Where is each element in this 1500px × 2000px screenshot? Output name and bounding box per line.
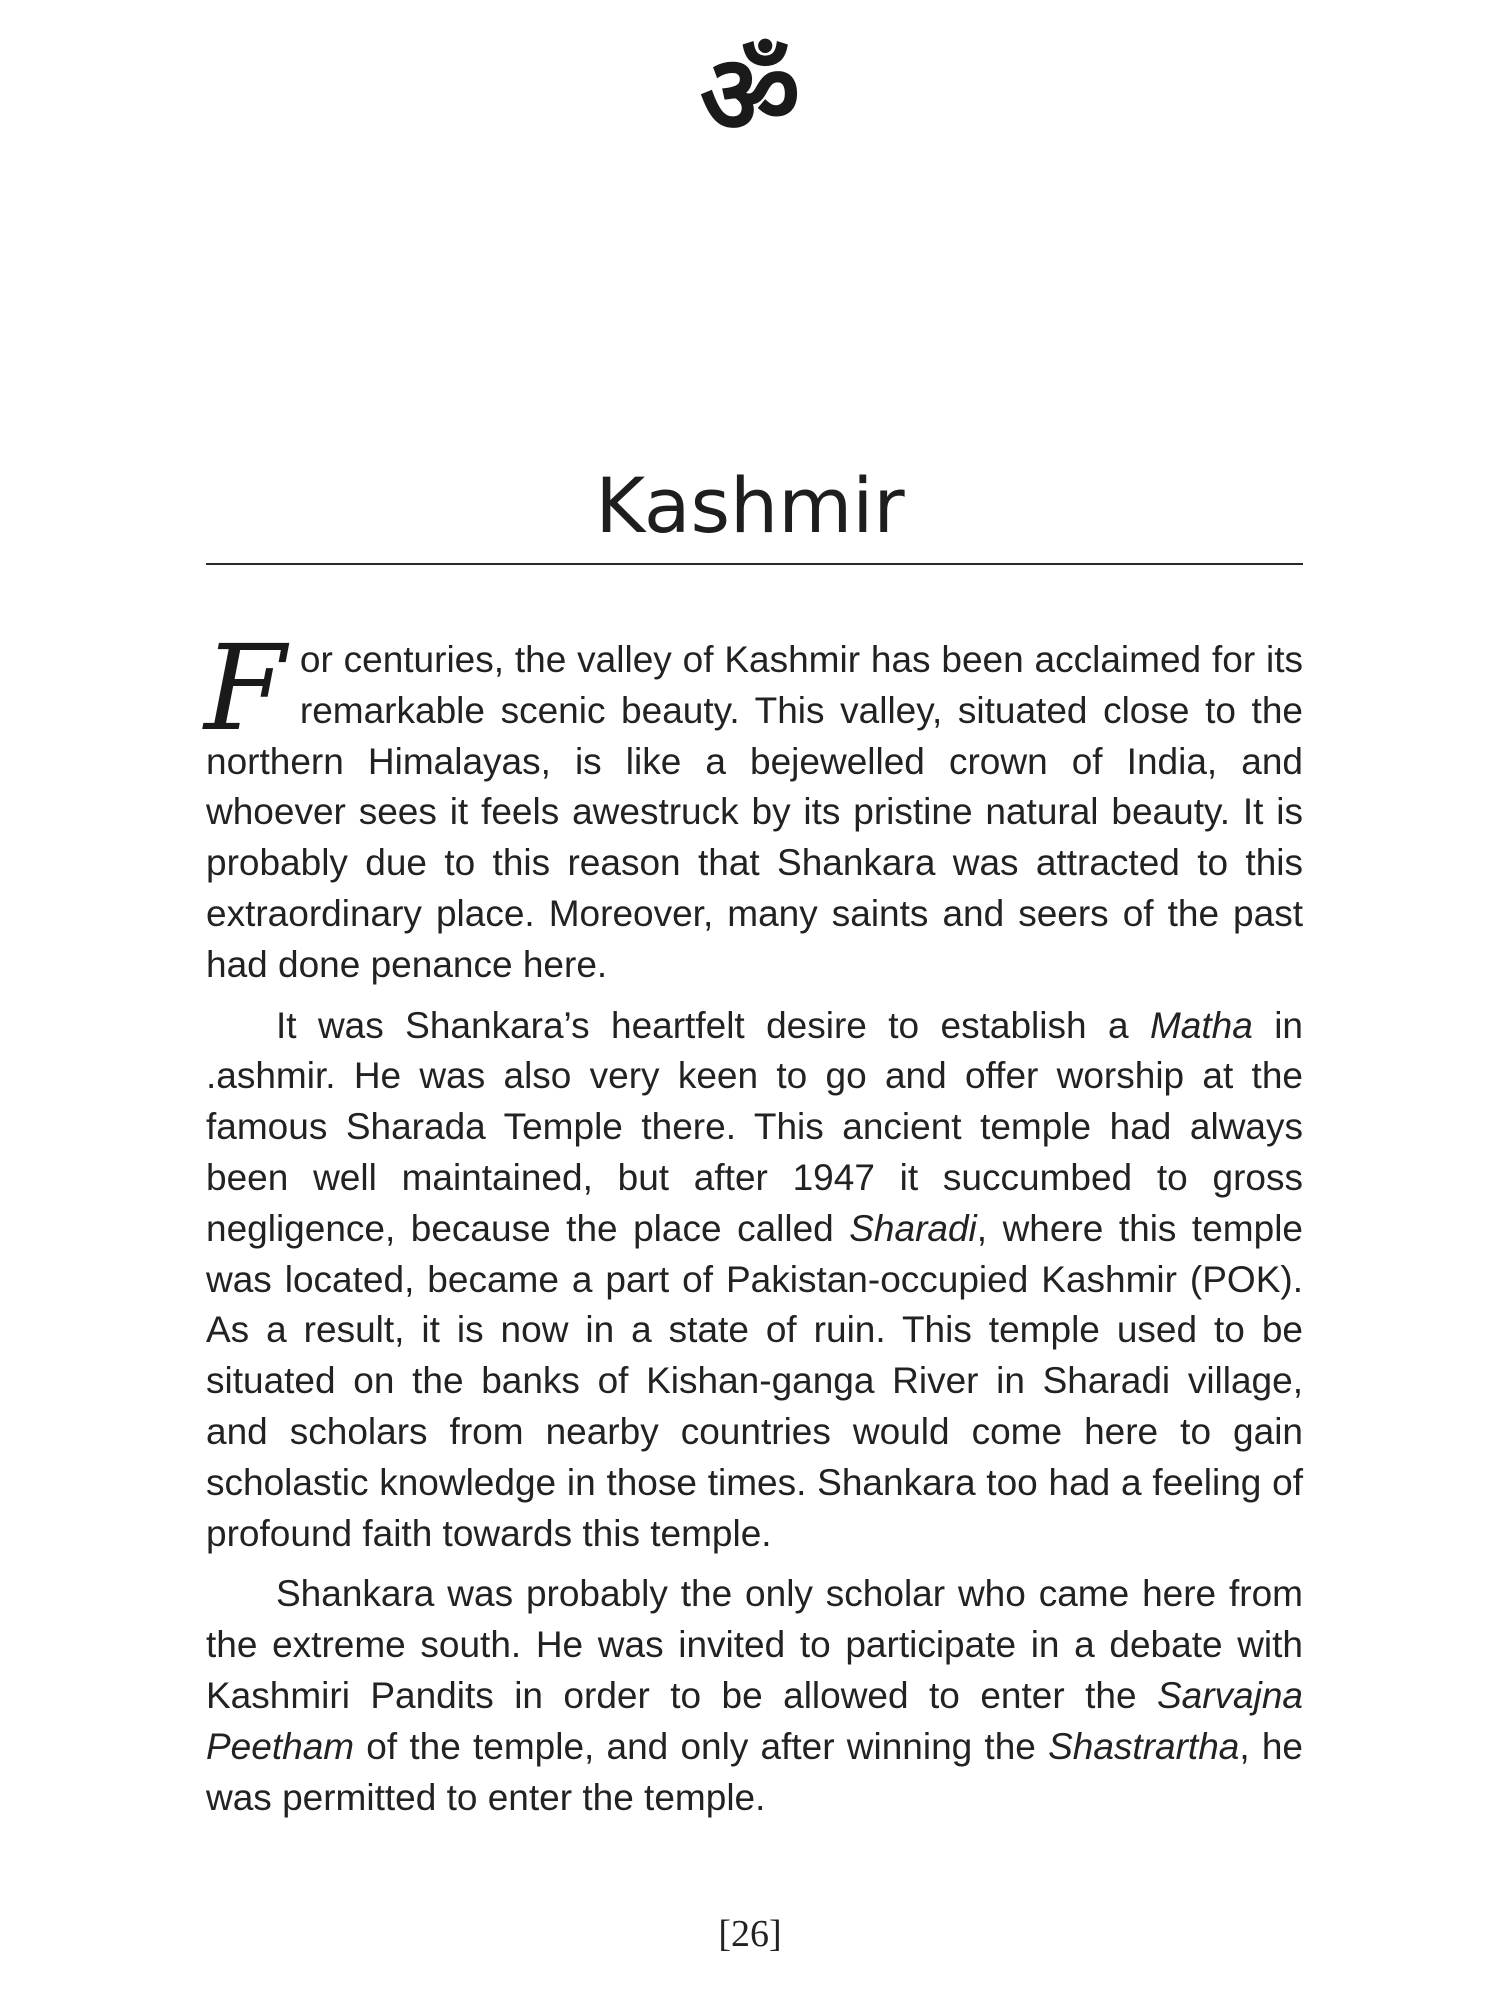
paragraph-1-text: or centuries, the valley of Kashmir has been acclaimed for its remarkable scenic beauty. This valley, situated close to the northern Himalayas, is like a bejewelled crown of India, and whoever sees it feels awestruck by its pristine natural beauty. It is probably due to this reason that Shankara was attracted to this extraordinary place. Moreover, many saints and seers of the past had done penance here. (206, 639, 1303, 985)
paragraph-3 (206, 1569, 1303, 1823)
paragraph-2-italic-matha: Matha (1149, 1004, 1253, 1046)
page-number: [26] (718, 1913, 782, 1955)
paragraph-2-text-a: It was Shankara’s heartfelt desire to establish a (276, 1004, 1150, 1046)
paragraph-3-text-c: , he was permitted to enter the temple. (206, 1725, 1303, 1818)
paragraph-2 (206, 1001, 1303, 1560)
paragraph-3-italic-shastrartha: Shastrartha (1048, 1725, 1240, 1767)
chapter-title: Kashmir (595, 461, 905, 550)
body-text (204, 619, 1304, 1833)
title-divider (206, 563, 1303, 565)
paragraph-2-text-c: , where this temple was located, became a part of Pakistan-occupied Kashmir (POK). As a result, it is now in a state of ruin. This temple used to be situated on the banks of Kishan-ganga River in Sharadi village, and scholars from nearby countries would come here to gain scholastic knowledge in those times. Shankara too had a feeling of profound faith towards this temple. (206, 1207, 1303, 1554)
om-symbol: ॐ (699, 31, 801, 159)
paragraph-1 (204, 619, 1303, 991)
paragraph-3-text-b: of the temple, and only after winning the (354, 1725, 1049, 1767)
paragraph-3-italic-sarvajna-peetham: Sarvajna Peetham (206, 1674, 1303, 1767)
paragraph-3-text-a: Shankara was probably the only scholar who came here from the extreme south. He was invited to participate in a debate with Kashmiri Pandits in order to be allowed to enter the (206, 1573, 1303, 1716)
drop-cap: F (204, 619, 286, 757)
paragraph-2-italic-sharadi: Sharadi (849, 1207, 977, 1249)
paragraph-2-text-b: in .ashmir. He was also very keen to go and offer worship at the famous Sharada Temple there. This ancient temple had always been well maintained, but after 1947 it succumbed to gross negligence, because the place called (206, 1004, 1304, 1249)
